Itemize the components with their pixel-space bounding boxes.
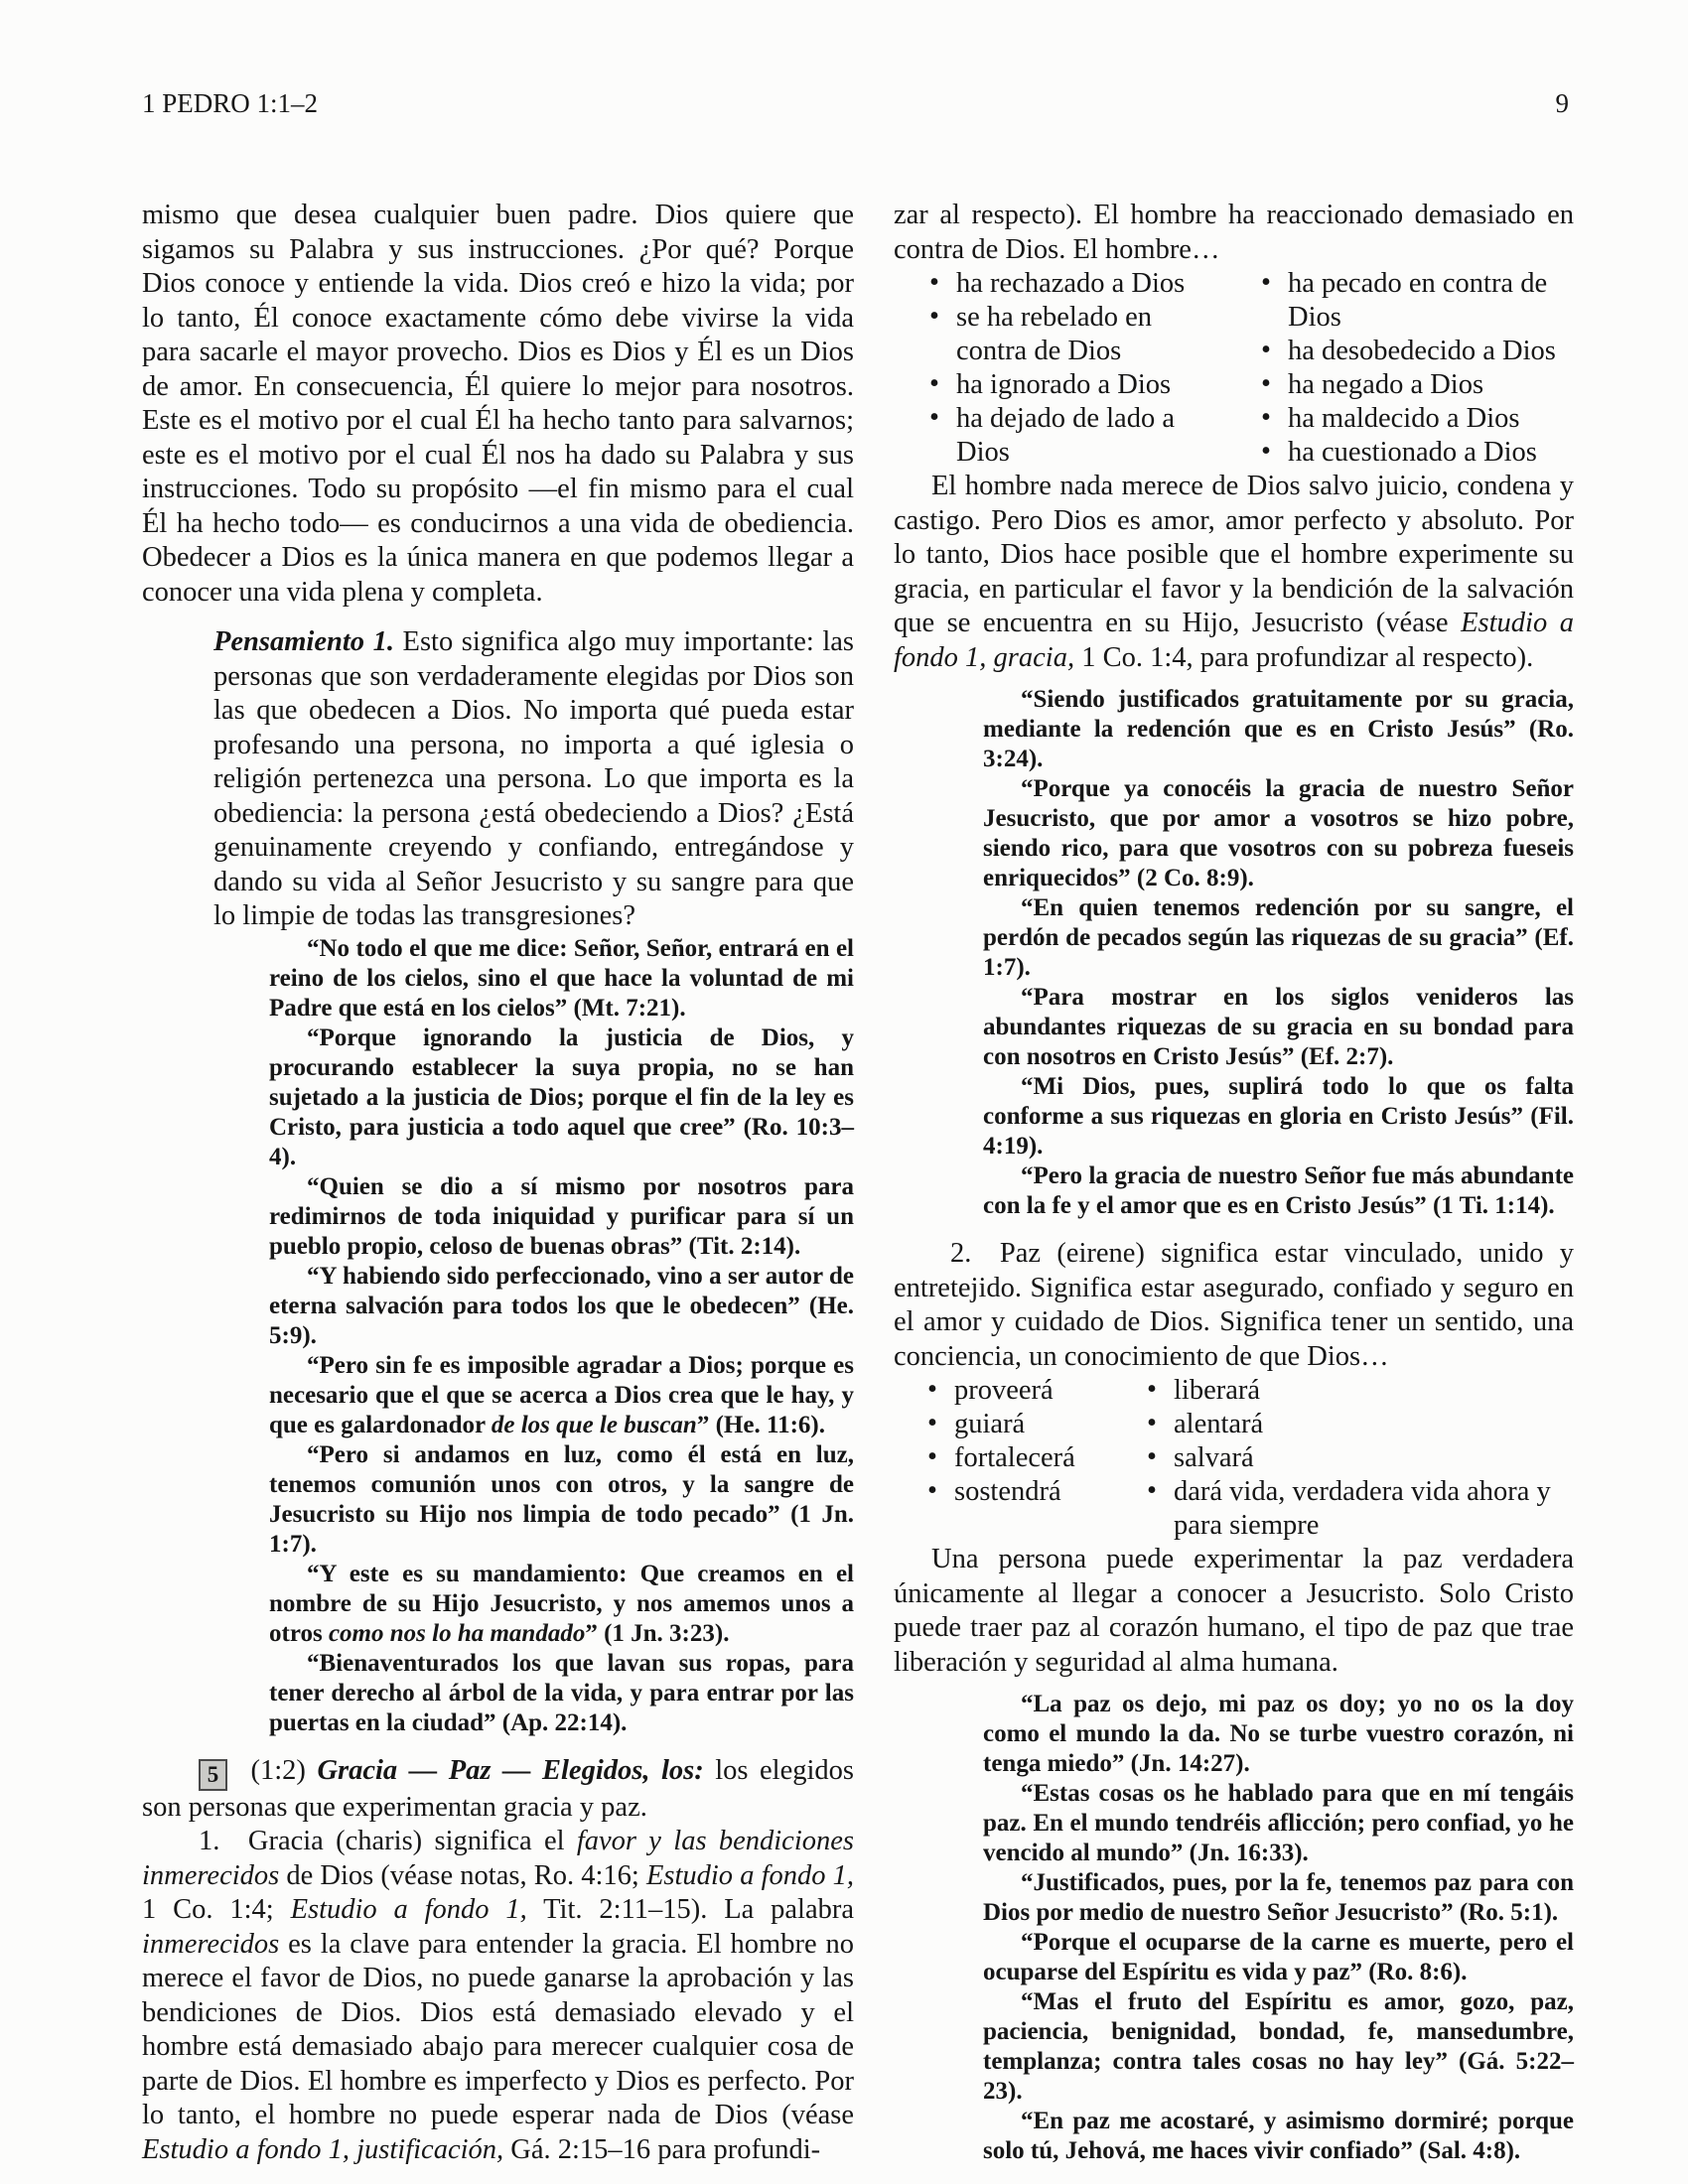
text-segment: Gracia — Paz — Elegidos, los: xyxy=(317,1754,704,1786)
bullet-item: • fortalecerá xyxy=(927,1441,1114,1475)
scripture-quote xyxy=(269,934,854,1024)
bullet-item: • ha maldecido a Dios xyxy=(1261,402,1574,436)
outline-point-heading xyxy=(142,1754,854,1826)
scripture-quote xyxy=(983,893,1574,983)
outline-number-box: 5 xyxy=(199,1759,227,1791)
bullet-item: • ha pecado en contra de Dios xyxy=(1261,267,1574,335)
bullet-item: • sostendrá xyxy=(927,1475,1114,1509)
bullet-item: • proveerá xyxy=(927,1374,1114,1408)
text-segment: de los que le buscan xyxy=(491,1411,697,1438)
right-column xyxy=(894,199,1574,2167)
text-segment: “Bienaventurados los que lavan sus ropas, para tener derecho al árbol de la vida, y para entrar por las puertas en la ciudad” (Ap. 22:14). xyxy=(269,1649,854,1736)
text-segment: Estudio a fondo 1, justificación, xyxy=(142,2133,504,2165)
page-header xyxy=(142,87,1569,119)
text-segment: Esto significa algo muy importante: las personas que son verdaderamente elegidas por Dios son las que obedecen a Dios. No importa qué pueda estar profesando una persona, no importa a qué iglesia o religión pertenezca una persona. Lo que importa es la obediencia: la persona ¿está obedeciendo a Dios? ¿Está genuinamente creyendo y confiando, entregándose y dando su vida al Señor Jesucristo y su sangre para que lo limpie de todas las transgresiones? xyxy=(213,626,854,931)
bullet-item: • liberará xyxy=(1147,1374,1574,1408)
scripture-quote xyxy=(269,1172,854,1262)
bullet-column xyxy=(1147,1374,1574,1543)
paragraph xyxy=(894,1237,1574,1374)
text-segment: Tit. 2:11–15). La palabra xyxy=(526,1894,854,1925)
bullet-item: • guiará xyxy=(927,1408,1114,1441)
scripture-quote xyxy=(983,1072,1574,1161)
text-segment: “Y habiendo sido perfeccionado, vino a ser autor de eterna salvación para todos los que le obedecen” (He. 5:9). xyxy=(269,1262,854,1349)
scripture-quote xyxy=(983,1987,1574,2107)
text-segment: 1 Co. 1:4, para profundizar al respecto). xyxy=(1074,641,1534,673)
text-segment: “Pero si andamos en luz, como él está en luz, tenemos comunión unos con otros, y la sangre de Jesucristo su Hijo nos limpia de todo pecado” (1 Jn. 1:7). xyxy=(269,1440,854,1558)
text-segment: “En paz me acostaré, y asimismo dormiré; porque solo tú, Jehová, me haces vivir confiado” (Sal. 4:8). xyxy=(983,2108,1574,2164)
text-segment: “Porque ignorando la justicia de Dios, y procurando establecer la suya propia, no se han sujetado a la justicia de Dios; porque el fin de la ley es Cristo, para justicia a todo aquel que cree” (Ro. 10:3–4). xyxy=(269,1024,854,1170)
paragraph xyxy=(894,470,1574,675)
text-segment: (1:2) xyxy=(239,1754,318,1786)
text-segment: “No todo el que me dice: Señor, Señor, entrará en el reino de los cielos, sino el que hace la voluntad de mi Padre que está en los cielos” (Mt. 7:21). xyxy=(269,934,854,1022)
scripture-quote xyxy=(983,1868,1574,1928)
scripture-quote xyxy=(269,1649,854,1738)
bullet-column xyxy=(929,267,1227,470)
scripture-quote xyxy=(983,1161,1574,1221)
text-segment: como nos lo ha mandado xyxy=(328,1619,586,1647)
bullet-item: • dará vida, verdadera vida ahora y para siempre xyxy=(1147,1475,1574,1543)
text-segment: “En quien tenemos redención por su sangre, el perdón de pecados según las riquezas de su gracia” (Ef. 1:7). xyxy=(983,894,1574,981)
running-head: 1 PEDRO 1:1–2 xyxy=(142,88,319,118)
text-segment: “Y este es su mandamiento: Que creamos en el nombre de su Hijo Jesucristo, y nos amemos unos a otros xyxy=(269,1560,854,1647)
text-segment: Estudio a fondo 1, xyxy=(290,1894,527,1925)
bullet-list xyxy=(894,1374,1574,1543)
text-segment: “Pero la gracia de nuestro Señor fue más abundante con la fe y el amor que es en Cristo Jesús” (1 Ti. 1:14). xyxy=(983,1162,1574,1219)
text-segment: Una persona puede experimentar la paz verdadera únicamente al llegar a conocer a Jesucristo. Solo Cristo puede traer paz al corazón humano, el tipo de paz que trae liberación y seguridad al alma humana. xyxy=(894,1544,1574,1678)
text-segment: “Mi Dios, pues, suplirá todo lo que os falta conforme a sus riquezas en gloria en Cristo Jesús” (Fil. 4:19). xyxy=(983,1073,1574,1160)
text-segment: ” (He. 11:6). xyxy=(696,1411,825,1438)
scripture-quote xyxy=(269,1351,854,1440)
page-number: 9 xyxy=(1555,88,1569,118)
paragraph xyxy=(894,1543,1574,1680)
scripture-quote xyxy=(269,1024,854,1172)
bullet-item: • ha ignorado a Dios xyxy=(929,368,1227,402)
text-segment: “Porque ya conocéis la gracia de nuestro Señor Jesucristo, que por amor a vosotros se hizo pobre, siendo rico, para que vosotros con su pobreza fueseis enriquecidos” (2 Co. 8:9). xyxy=(983,775,1574,891)
paragraph xyxy=(894,199,1574,267)
text-segment: es la clave para entender la gracia. El hombre no merece el favor de Dios, no puede ganarse la aprobación y las bendiciones de Dios. Dios está demasiado elevado y el hombre está demasiado abajo para merecer cualquier cosa de parte de Dios. El hombre es imperfecto y Dios es perfecto. Por lo tanto, el hombre no puede esperar nada de Dios (véase xyxy=(142,1928,854,2130)
text-segment: “Siendo justificados gratuitamente por su gracia, mediante la redención que es en Cristo Jesús” (Ro. 3:24). xyxy=(983,686,1574,772)
bullet-item: • ha dejado de lado a Dios xyxy=(929,402,1227,470)
scripture-quote xyxy=(983,2107,1574,2166)
paragraph xyxy=(142,199,854,610)
text-segment: “Quien se dio a sí mismo por nosotros para redimirnos de toda iniquidad y purificar para sí un pueblo propio, celoso de buenas obras” (Tit. 2:14). xyxy=(269,1172,854,1260)
bullet-item: • se ha rebelado en contra de Dios xyxy=(929,301,1227,368)
bullet-item: • ha rechazado a Dios xyxy=(929,267,1227,301)
text-segment: inmerecidos xyxy=(142,1928,280,1960)
text-segment: Pensamiento 1. xyxy=(213,626,394,657)
thought-paragraph xyxy=(213,625,854,934)
bullet-item: • ha negado a Dios xyxy=(1261,368,1574,402)
scripture-quote xyxy=(269,1560,854,1649)
bullet-item: • ha cuestionado a Dios xyxy=(1261,436,1574,470)
scripture-quote xyxy=(983,1779,1574,1868)
text-segment: 2. Paz (eirene) significa estar vinculado, unido y entretejido. Significa estar asegurado, confiado y seguro en el amor y cuidado de Dios. Significa tener un sentido, una conciencia, un conocimiento de que Dios… xyxy=(894,1238,1574,1372)
text-segment: “Para mostrar en los siglos venideros las abundantes riquezas de su gracia en su bondad para con nosotros en Cristo Jesús” (Ef. 2:7). xyxy=(983,984,1574,1070)
text-segment: Estudio a fondo 1, xyxy=(645,1859,854,1891)
two-column-text xyxy=(142,199,1574,2167)
text-segment: de Dios (véase notas, Ro. 4:16; xyxy=(279,1859,646,1891)
text-segment: “La paz os dejo, mi paz os doy; yo no os la doy como el mundo la da. No se turbe vuestro corazón, ni tenga miedo” (Jn. 14:27). xyxy=(983,1691,1574,1777)
text-segment: los elegidos son personas que experimentan gracia y paz. xyxy=(142,1754,854,1823)
bullet-item: • salvará xyxy=(1147,1441,1574,1475)
text-segment: 1 Co. 1:4; xyxy=(142,1894,291,1925)
text-segment: “Justificados, pues, por la fe, tenemos paz para con Dios por medio de nuestro Señor Jesucristo” (Ro. 5:1). xyxy=(983,1869,1574,1926)
scripture-quote xyxy=(983,1690,1574,1779)
bullet-column xyxy=(1261,267,1574,470)
text-segment: 1. Gracia (charis) significa el xyxy=(199,1826,577,1856)
bullet-column xyxy=(927,1374,1114,1543)
text-segment: “Porque el ocuparse de la carne es muerte, pero el ocuparse del Espíritu es vida y paz” (Ro. 8:6). xyxy=(983,1929,1574,1985)
bullet-item: • ha desobedecido a Dios xyxy=(1261,335,1574,368)
text-segment: “Pero sin fe es imposible agradar a Dios; porque es necesario que el que se acerca a Dios crea que le hay, y que es galardonador xyxy=(269,1351,854,1438)
text-segment: “Mas el fruto del Espíritu es amor, gozo, paz, paciencia, benignidad, bondad, fe, mansedumbre, templanza; contra tales cosas no hay ley” (Gá. 5:22–23). xyxy=(983,1988,1574,2105)
text-segment: favor y las bendiciones inmerecidos xyxy=(142,1826,854,1891)
text-segment: Gá. 2:15–16 para profundi- xyxy=(503,2133,821,2165)
scripture-quote xyxy=(983,1928,1574,1987)
text-segment: “Estas cosas os he hablado para que en mí tengáis paz. En el mundo tendréis aflicción; pero confiad, yo he vencido al mundo” (Jn. 16:33). xyxy=(983,1780,1574,1866)
left-column xyxy=(142,199,854,2167)
scripture-quote xyxy=(983,685,1574,774)
text-segment: El hombre nada merece de Dios salvo juicio, condena y castigo. Pero Dios es amor, amor perfecto y absoluto. Por lo tanto, Dios hace posible que el hombre experimente su gracia, en particular el favor y la bendición de la salvación que se encuentra en su Hijo, Jesucristo (véase xyxy=(894,471,1574,638)
scripture-quote xyxy=(269,1262,854,1351)
scripture-quote xyxy=(269,1440,854,1560)
text-segment: Estudio a fondo 1, gracia, xyxy=(894,608,1574,673)
text-segment: ” (1 Jn. 3:23). xyxy=(585,1619,730,1647)
bullet-list xyxy=(894,267,1574,470)
text-segment: zar al respecto). El hombre ha reaccionado demasiado en contra de Dios. El hombre… xyxy=(894,200,1574,265)
text-segment: mismo que desea cualquier buen padre. Dios quiere que sigamos su Palabra y sus instrucciones. ¿Por qué? Porque Dios conoce y entiende la vida. Dios creó e hizo la vida; por lo tanto, Él conoce exactamente cómo debe vivirse la vida para sacarle el mayor provecho. Dios es Dios y Él es un Dios de amor. En consecuencia, Él quiere lo mejor para nosotros. Este es el motivo por el cual Él ha hecho tanto para salvarnos; este es el motivo por el cual Él nos ha dado su Palabra y sus instrucciones. Todo su propósito —el fin mismo para el cual Él ha hecho todo— es conducirnos a una vida de obediencia. Obedecer a Dios es la única manera en que podemos llegar a conocer una vida plena y completa. xyxy=(142,200,854,608)
scripture-quote xyxy=(983,774,1574,893)
scripture-quote xyxy=(983,983,1574,1072)
paragraph xyxy=(142,1825,854,2167)
bullet-item: • alentará xyxy=(1147,1408,1574,1441)
